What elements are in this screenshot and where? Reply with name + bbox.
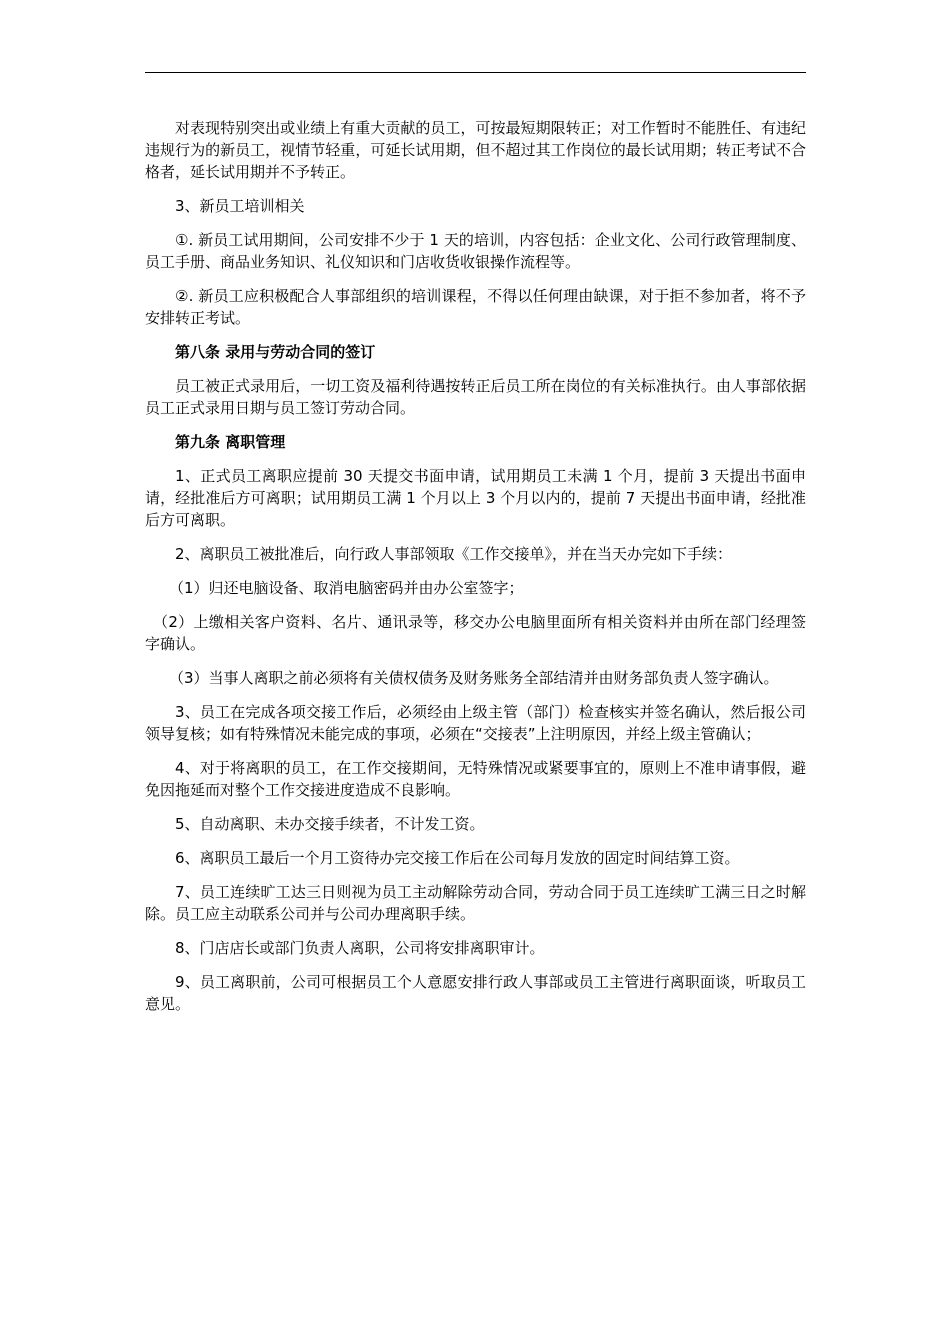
article-heading-9: 第九条 离职管理 — [175, 433, 286, 451]
paragraph-resignation-6: 6、离职员工最后一个月工资待办完交接工作后在公司每月发放的固定时间结算工资。 — [175, 849, 740, 867]
paragraph-resignation-1: 1、正式员工离职应提前 30 天提交书面申请，试用期员工未满 1 个月，提前 3 天提出书面申请，经批准后方可离职；试用期员工满 1 个月以上 3 个月以内的，提前 7 天提出书面申请，经批准后方可离职。 — [145, 467, 806, 529]
paragraph-resignation-9: 9、员工离职前，公司可根据员工个人意愿安排行政人事部或员工主管进行离职面谈，听取员工意见。 — [145, 973, 806, 1013]
paragraph-resignation-8: 8、门店店长或部门负责人离职，公司将安排离职审计。 — [175, 939, 545, 957]
section-heading-training: 3、新员工培训相关 — [175, 197, 305, 215]
paragraph-resignation-5: 5、自动离职、未办交接手续者，不计发工资。 — [175, 815, 485, 833]
paragraph-resignation-4: 4、对于将离职的员工，在工作交接期间，无特殊情况或紧要事宜的，原则上不准申请事假，避免因拖延而对整个工作交接进度造成不良影响。 — [145, 759, 806, 799]
paragraph-hiring-contract: 员工被正式录用后，一切工资及福利待遇按转正后员工所在岗位的有关标准执行。由人事部依据员工正式录用日期与员工签订劳动合同。 — [145, 377, 806, 417]
document-body — [145, 117, 806, 1027]
paragraph-resignation-2-item-2: （2）上缴相关客户资料、名片、通讯录等，移交办公电脑里面所有相关资料并由所在部门经理签字确认。 — [145, 613, 806, 653]
paragraph-resignation-3: 3、员工在完成各项交接工作后，必须经由上级主管（部门）检查核实并签名确认，然后报公司领导复核；如有特殊情况未能完成的事项，必须在“交接表”上注明原因，并经上级主管确认； — [145, 703, 806, 743]
paragraph-resignation-7: 7、员工连续旷工达三日则视为员工主动解除劳动合同，劳动合同于员工连续旷工满三日之时解除。员工应主动联系公司并与公司办理离职手续。 — [145, 883, 806, 923]
paragraph-resignation-2-item-3: （3）当事人离职之前必须将有关债权债务及财务账务全部结清并由财务部负责人签字确认。 — [169, 669, 779, 687]
paragraph-probation-extension: 对表现特别突出或业绩上有重大贡献的员工，可按最短期限转正；对工作暂时不能胜任、有违纪违规行为的新员工，视情节轻重，可延长试用期，但不超过其工作岗位的最长试用期；转正考试不合格者，延长试用期并不予转正。 — [145, 119, 806, 181]
paragraph-training-2: ②. 新员工应积极配合人事部组织的培训课程，不得以任何理由缺课，对于拒不参加者，将不予安排转正考试。 — [145, 287, 806, 327]
paragraph-resignation-2-item-1: （1）归还电脑设备、取消电脑密码并由办公室签字； — [169, 579, 524, 597]
paragraph-resignation-2: 2、离职员工被批准后，向行政人事部领取《工作交接单》，并在当天办完如下手续： — [175, 545, 733, 563]
paragraph-training-1: ①. 新员工试用期间，公司安排不少于 1 天的培训，内容包括：企业文化、公司行政管理制度、员工手册、商品业务知识、礼仪知识和门店收货收银操作流程等。 — [145, 231, 806, 271]
article-heading-8: 第八条 录用与劳动合同的签订 — [175, 343, 376, 361]
header-rule — [145, 72, 806, 73]
